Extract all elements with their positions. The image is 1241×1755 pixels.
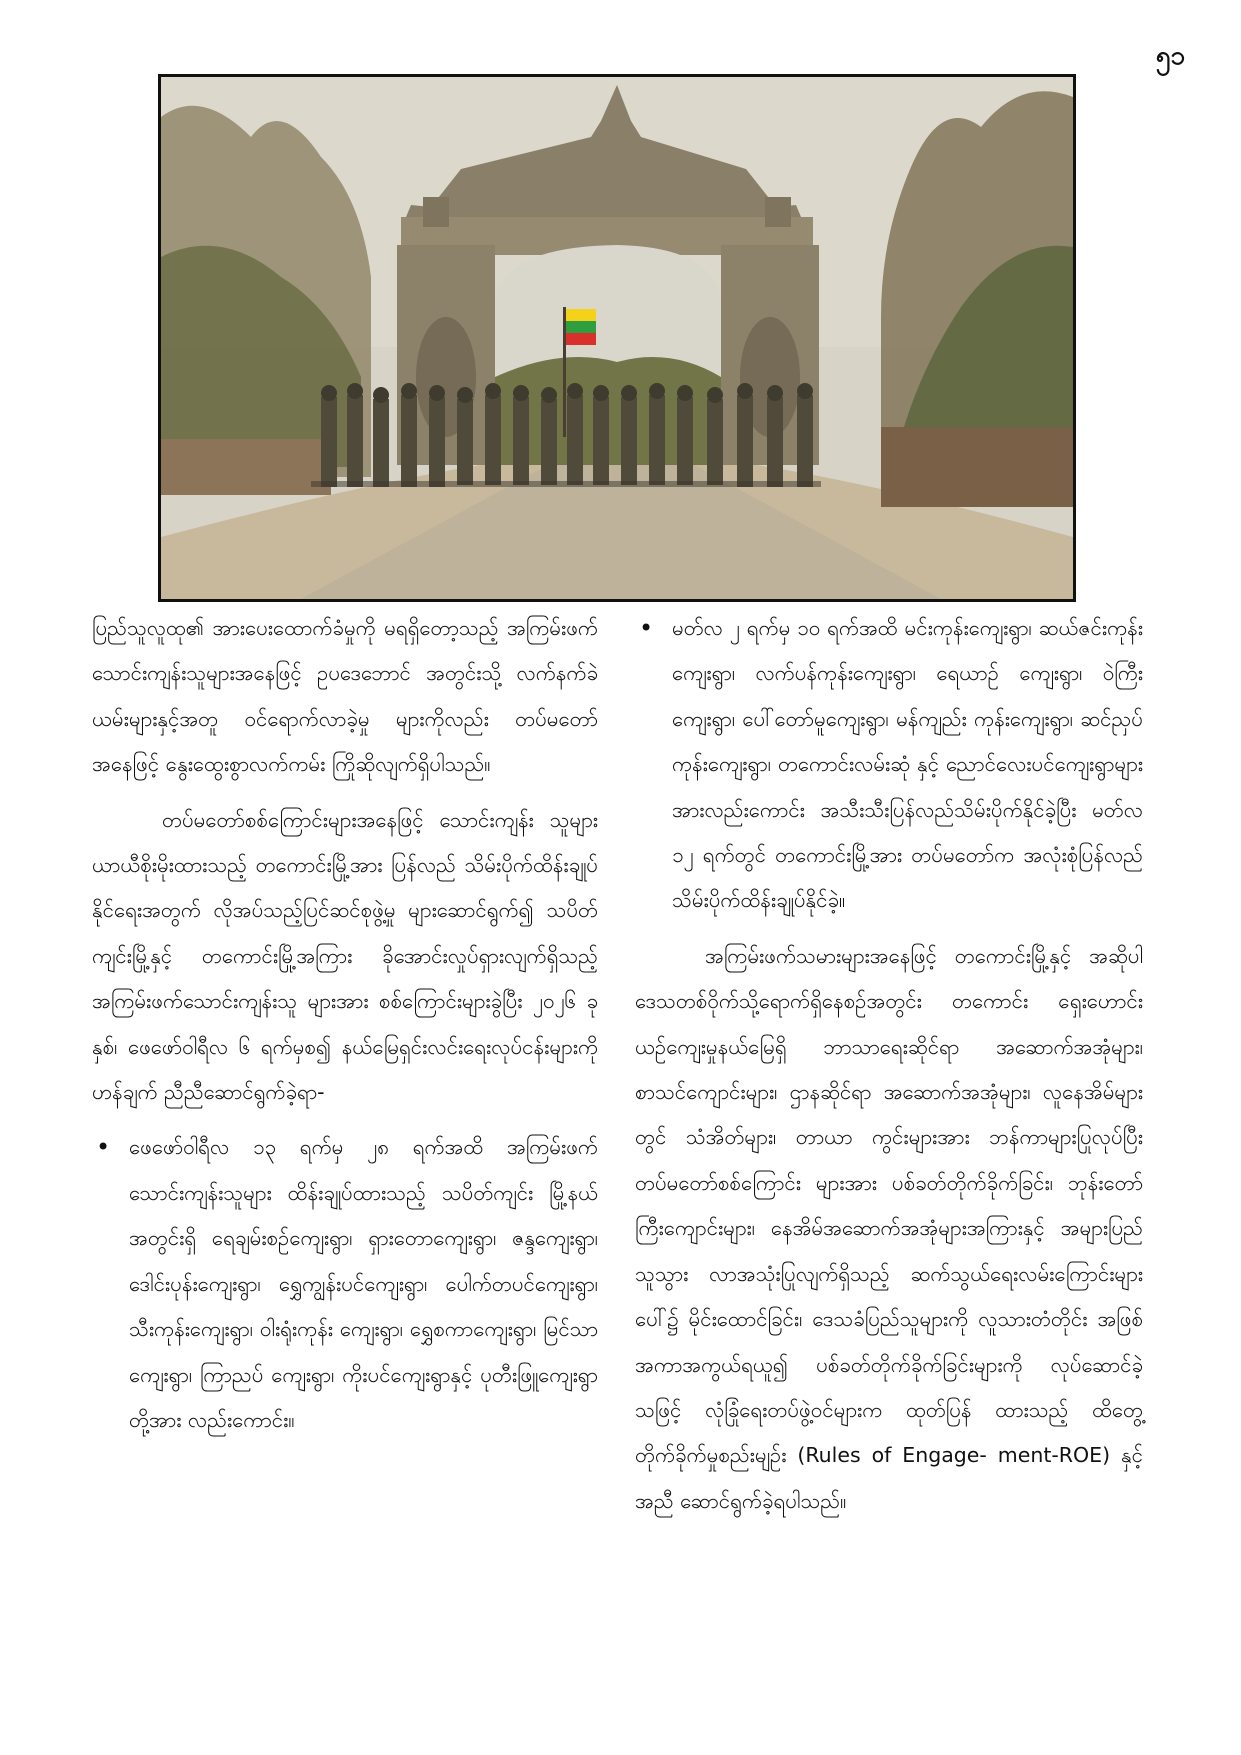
paragraph-terrorist-tactics: အကြမ်းဖက်သမားများအနေဖြင့် တကောင်းမြို့နှင့် အဆိုပါဒေသတစ်ဝိုက်သို့ရောက်ရှိနေစဉ်အတွင်း တကောင်း ရှေးဟောင်းယဉ်ကျေးမှုနယ်မြေရှိ ဘာသာရေးဆိုင်ရာ အဆောက်အအုံများ၊ စာသင်ကျောင်းများ၊ ဌာနဆိုင်ရာ အဆောက်အအုံများ၊ လူနေအိမ်များတွင် သံအိတ်များ၊ တာယာ ကွင်းများအား ဘန်ကာများပြုလုပ်ပြီး တပ်မတော်စစ်ကြောင်း များအား ပစ်ခတ်တိုက်ခိုက်ခြင်း၊ ဘုန်းတော်ကြီးကျောင်းများ၊ နေအိမ်အဆောက်အအုံများအကြားနှင့် အများပြည်သူသွား လာအသုံးပြုလျက်ရှိသည့် ဆက်သွယ်ရေးလမ်းကြောင်းများ ပေါ်၌ မိုင်းထောင်ခြင်း၊ ဒေသခံပြည်သူများကို လူသားတံတိုင်း အဖြစ် အကာအကွယ်ရယူ၍ ပစ်ခတ်တိုက်ခိုက်ခြင်းများကို လုပ်ဆောင်ခဲ့သဖြင့် လုံခြုံရေးတပ်ဖွဲ့ဝင်များက ထုတ်ပြန် ထားသည့် ထိတွေ့တိုက်ခိုက်မှုစည်းမျဉ်း (Rules of Engage- ment-ROE) နှင့်အညီ ဆောင်ရွက်ခဲ့ရပါသည်။ [635,943,1143,1513]
left-column [92,606,598,1453]
bullet-list-right [635,606,1143,924]
paragraph-public-support: ပြည်သူလူထု၏ အားပေးထောက်ခံမှုကို မရရှိတော့သည့် အကြမ်းဖက်သောင်းကျန်းသူများအနေဖြင့် ဥပဒေဘောင် အတွင်းသို့ လက်နက်ခဲယမ်းများနှင့်အတူ ဝင်ရောက်လာခဲ့မှု များကိုလည်း တပ်မတော်အနေဖြင့် နွေးထွေးစွာလက်ကမ်း ကြိုဆိုလျက်ရှိပါသည်။ [92,616,598,777]
bullet-february-villages: • ဖေဖော်ဝါရီလ ၁၃ ရက်မှ ၂၈ ရက်အထိ အကြမ်းဖက် သောင်းကျန်းသူများ ထိန်းချုပ်ထားသည့် သပိတ်ကျင်း မြို့နယ်အတွင်းရှိ ရေချမ်းစဉ်ကျေးရွာ၊ ရှားတောကျေးရွာ၊ ဇန္ဒကျေးရွာ၊ ဒေါင်းပုန်းကျေးရွာ၊ ရွှေကျွန်းပင်ကျေးရွာ၊ ပေါက်တပင်ကျေးရွာ၊ သီးကုန်းကျေးရွာ၊ ဝါးရုံးကုန်း ကျေးရွာ၊ ရွှေစကာကျေးရွာ၊ မြင်သာကျေးရွာ၊ ကြာညပ် ကျေးရွာ၊ ကိုးပင်ကျေးရွာနှင့် ပုတီးဖြူကျေးရွာတို့အား လည်းကောင်း။ [92,1125,598,1443]
page-number: ၅၁ [1155,41,1185,71]
bullet-list-left [92,1125,598,1443]
bullet-march-villages: • မတ်လ ၂ ရက်မှ ၁၀ ရက်အထိ မင်းကုန်းကျေးရွာ၊ ဆယ်ဇင်းကုန်းကျေးရွာ၊ လက်ပန်ကုန်းကျေးရွာ၊ ရေယာဉ် ကျေးရွာ၊ ဝဲကြီးကျေးရွာ၊ ပေါ်တော်မူကျေးရွာ၊ မန်ကျည်း ကုန်းကျေးရွာ၊ ဆင်ညှပ်ကုန်းကျေးရွာ၊ တကောင်းလမ်းဆုံ နှင့် ညောင်လေးပင်ကျေးရွာများအားလည်းကောင်း အသီးသီးပြန်လည်သိမ်းပိုက်နိုင်ခဲ့ပြီး မတ်လ ၁၂ ရက်တွင် တကောင်းမြို့အား တပ်မတော်က အလုံးစုံပြန်လည် သိမ်းပိုက်ထိန်းချုပ်နိုင်ခဲ့။ [635,606,1143,924]
right-column [635,606,1143,1534]
paragraph-clearance-operations: တပ်မတော်စစ်ကြောင်းများအနေဖြင့် သောင်းကျန်း သူများယာယီစိုးမိုးထားသည့် တကောင်းမြို့အား ပြန်လည် သိမ်းပိုက်ထိန်းချုပ်နိုင်ရေးအတွက် လိုအပ်သည့်ပြင်ဆင်စုဖွဲ့မှု များဆောင်ရွက်၍ သပိတ်ကျင်းမြို့နှင့် တကောင်းမြို့အကြား ခိုအောင်းလှုပ်ရှားလျက်ရှိသည့် အကြမ်းဖက်သောင်းကျန်းသူ များအား စစ်ကြောင်းများခွဲပြီး ၂၀၂၆ ခုနှစ်၊ ဖေဖော်ဝါရီလ ၆ ရက်မှစ၍ နယ်မြေရှင်းလင်းရေးလုပ်ငန်းများကို ဟန်ချက် ညီညီဆောင်ရွက်ခဲ့ရာ- [92,807,598,1105]
photo-archway-with-soldiers [158,74,1076,602]
photo-illustration [161,77,1073,599]
